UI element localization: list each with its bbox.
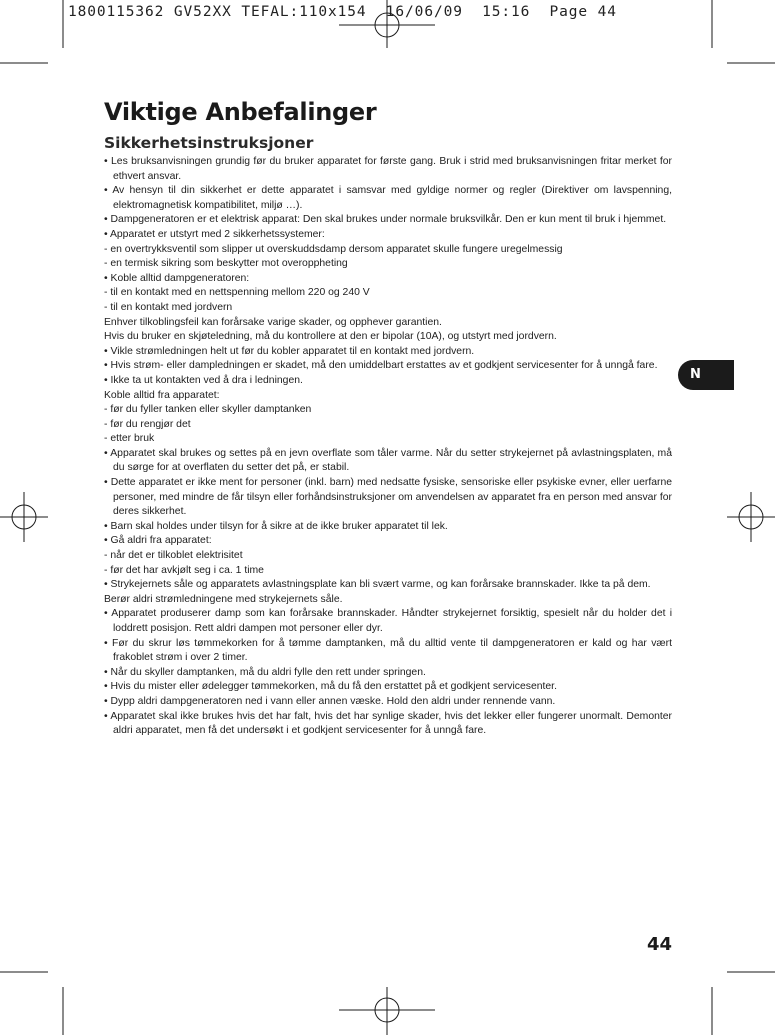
line-text: Vikle strømledningen helt ut før du kobler apparatet til en kontakt med jordvern. — [110, 345, 475, 357]
bullet-item — [104, 710, 672, 739]
bullet-dot-icon: • — [104, 156, 112, 167]
line-text: Barn skal holdes under tilsyn for å sikre at de ikke bruker apparatet til lek. — [110, 520, 448, 532]
line-text: - en overtrykksventil som slipper ut overskuddsdamp dersom apparatet skulle fungere uregelmessig — [104, 243, 563, 255]
bullet-dot-icon: • — [104, 447, 111, 459]
bullet-dot-icon: • — [104, 710, 111, 722]
print-slug-job: 1800115362 GV52XX TEFAL:110x154 — [68, 4, 367, 20]
line-text: Berør aldri strømledningene med strykejernets såle. — [104, 593, 343, 605]
line-text: Apparatet skal ikke brukes hvis det har falt, hvis det har synlige skader, hvis det lekker eller fungerer unormalt. Demonter aldri apparatet, men få det undersøkt i et godkjent servicesenter for å unngå fare. — [110, 710, 673, 737]
text-line — [104, 549, 672, 564]
text-line — [104, 403, 672, 418]
line-text: Apparatet er utstyrt med 2 sikkerhetssystemer: — [109, 228, 325, 240]
line-text: - etter bruk — [104, 433, 155, 445]
line-text: Les bruksanvisningen grundig før du bruker apparatet for første gang. Bruk i strid med bruksanvisningen fritar merket for ethvert ansvar. — [111, 156, 672, 182]
line-text: Hvis du bruker en skjøteledning, må du kontrollere at den er bipolar (10A), og utstyrt med jordvern. — [104, 331, 557, 343]
line-text: - når det er tilkoblet elektrisitet — [104, 550, 243, 562]
bullet-dot-icon: • — [104, 608, 112, 620]
line-text: Dette apparatet er ikke ment for personer (inkl. barn) med nedsatte fysiske, sensoriske eller psykiske evner, eller uerfarne personer, med mindre de får tilsyn eller forhåndsinstruksjoner om anvendelsen av apparatet fra en person med ansvar for deres sikkerhet. — [110, 477, 673, 518]
line-text: Apparatet skal brukes og settes på en jevn overflate som tåler varme. Når du setter strykejernet på avlastningsplaten, må du sørge for at overflaten du setter det på, er stabil. — [110, 447, 672, 474]
bullet-item — [104, 534, 672, 549]
bullet-dot-icon: • — [104, 272, 111, 284]
language-tab: N — [678, 360, 734, 390]
text-line — [104, 286, 672, 301]
bullet-item — [104, 695, 672, 710]
line-text: Hvis du mister eller ødelegger tømmekorken, må du få den erstattet på et godkjent servicesenter. — [110, 681, 557, 693]
bullet-dot-icon: • — [104, 345, 111, 357]
line-text: Koble alltid fra apparatet: — [104, 389, 220, 401]
bullet-item — [104, 520, 672, 535]
bullet-dot-icon: • — [104, 228, 110, 240]
bullet-item — [104, 637, 672, 666]
bullet-item — [104, 607, 672, 636]
line-text: Dampgeneratoren er et elektrisk apparat: Den skal brukes under normale bruksvilkår. Den er kun ment til bruk i hjemmet. — [110, 214, 667, 226]
bullet-item — [104, 213, 672, 228]
bullet-dot-icon: • — [104, 185, 113, 197]
bullet-item — [104, 447, 672, 476]
line-text: Apparatet produserer damp som kan forårsake brannskader. Håndter strykejernet forsiktig, spesielt når du holder det i loddrett posisjon. Rett aldri dampen mot personer eller dyr. — [111, 608, 673, 634]
line-text: - en termisk sikring som beskytter mot overoppheting — [104, 258, 348, 270]
line-text: - til en kontakt med jordvern — [104, 301, 233, 313]
text-line — [104, 389, 672, 404]
bullet-dot-icon: • — [104, 374, 111, 386]
line-text: - før du fyller tanken eller skyller damptanken — [104, 404, 312, 416]
bullet-dot-icon: • — [104, 360, 111, 372]
text-line — [104, 418, 672, 433]
line-text: Hvis strøm- eller dampledningen er skadet, må den umiddelbart erstattes av et godkjent servicesenter for å unngå fare. — [110, 360, 658, 372]
bullet-item — [104, 184, 672, 213]
bullet-item — [104, 228, 672, 243]
safety-instructions-list — [104, 155, 672, 739]
registration-mark-bottom — [339, 987, 435, 1035]
line-text: Før du skrur løs tømmekorken for å tømme damptanken, må du alltid vente til dampgeneratoren er kald og har vært frakoblet strøm i over 2 timer. — [112, 637, 672, 664]
line-text: Når du skyller damptanken, må du aldri fylle den rett under springen. — [110, 666, 426, 678]
line-text: Koble alltid dampgeneratoren: — [110, 272, 250, 284]
bullet-dot-icon: • — [104, 520, 111, 532]
bullet-dot-icon: • — [104, 666, 111, 678]
line-text: Ikke ta ut kontakten ved å dra i ledningen. — [110, 374, 303, 386]
bullet-dot-icon: • — [104, 681, 111, 693]
line-text: - før du rengjør det — [104, 418, 191, 430]
line-text: - til en kontakt med en nettspenning mellom 220 og 240 V — [104, 287, 370, 299]
page-number: 44 — [646, 934, 672, 955]
text-line — [104, 330, 672, 345]
text-line — [104, 257, 672, 272]
line-text: Av hensyn til din sikkerhet er dette apparatet i samsvar med gyldige normer og regler (Direktiver om lavspenning, elektromagnetisk kompatibilitet, miljø …). — [112, 185, 672, 211]
bullet-item — [104, 374, 672, 389]
bullet-item — [104, 359, 672, 374]
text-line — [104, 243, 672, 258]
line-text: - før det har avkjølt seg i ca. 1 time — [104, 564, 264, 576]
page-title: Viktige Anbefalinger — [104, 98, 377, 126]
section-title: Sikkerhetsinstruksjoner — [104, 134, 314, 152]
print-slug-time: 15:16 — [482, 4, 531, 20]
registration-mark-top — [339, 0, 435, 48]
line-text: Gå aldri fra apparatet: — [110, 535, 212, 547]
registration-mark-right — [727, 492, 775, 542]
bullet-item — [104, 476, 672, 520]
text-line — [104, 316, 672, 331]
bullet-dot-icon: • — [104, 579, 111, 591]
bullet-item — [104, 578, 672, 593]
bullet-dot-icon: • — [104, 477, 111, 489]
bullet-dot-icon: • — [104, 695, 111, 707]
bullet-dot-icon: • — [104, 535, 111, 547]
text-line — [104, 432, 672, 447]
text-line — [104, 593, 672, 608]
bullet-dot-icon: • — [104, 637, 113, 649]
bullet-item — [104, 666, 672, 681]
print-slug-page: Page 44 — [549, 4, 617, 20]
text-line — [104, 301, 672, 316]
print-slug-date: 16/06/09 — [385, 4, 463, 20]
registration-mark-left — [0, 492, 48, 542]
bullet-item — [104, 155, 672, 184]
line-text: Strykejernets såle og apparatets avlastningsplate kan bli svært varme, og kan forårsake brannskader. Ikke ta på dem. — [110, 579, 651, 591]
bullet-dot-icon: • — [104, 214, 111, 226]
line-text: Dypp aldri dampgeneratoren ned i vann eller annen væske. Hold den aldri under rennende vann. — [110, 695, 556, 707]
text-line — [104, 564, 672, 579]
line-text: Enhver tilkoblingsfeil kan forårsake varige skader, og opphever garantien. — [104, 316, 442, 328]
bullet-item — [104, 345, 672, 360]
bullet-item — [104, 680, 672, 695]
bullet-item — [104, 272, 672, 287]
